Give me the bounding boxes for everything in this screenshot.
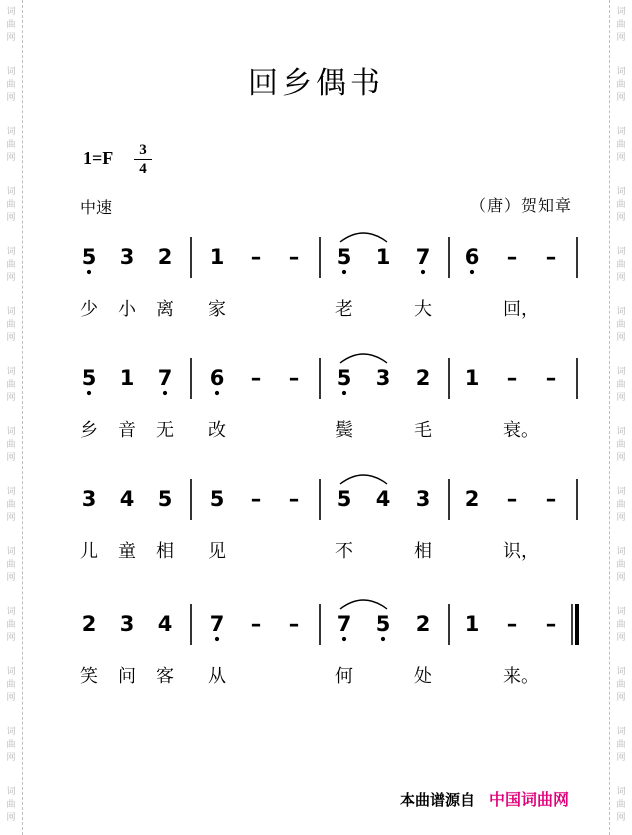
- lyric-char: 不: [335, 541, 353, 562]
- watermark-char: 网: [6, 93, 16, 103]
- watermark-char: 曲: [616, 620, 626, 630]
- dash-extension: –: [288, 612, 300, 636]
- watermark-char: 词: [6, 547, 16, 557]
- note: 6: [464, 245, 480, 269]
- lyric-char: 大: [414, 299, 432, 320]
- dash-extension: –: [545, 245, 557, 269]
- song-title: 回乡偶书: [248, 66, 384, 101]
- lyric-char: 见: [208, 541, 226, 562]
- lyric-char: 乡: [80, 420, 98, 441]
- watermark-char: 网: [6, 153, 16, 163]
- note: 5: [336, 245, 352, 269]
- note: 7: [157, 366, 173, 390]
- lyric-char: 毛: [414, 420, 432, 441]
- lyric-char: 小: [118, 299, 136, 320]
- watermark-char: 词: [616, 427, 626, 437]
- note: 5: [157, 487, 173, 511]
- watermark-char: 词: [616, 787, 626, 797]
- low-octave-dot: [87, 391, 91, 395]
- watermark-char: 曲: [616, 500, 626, 510]
- lyric-char: 家: [208, 299, 226, 320]
- watermark-char: 曲: [616, 800, 626, 810]
- lyric-char: 识，: [503, 541, 539, 562]
- dash-extension: –: [506, 245, 518, 269]
- dash-extension: –: [250, 487, 262, 511]
- watermark-char: 网: [616, 693, 626, 703]
- lyric-char: 相: [414, 541, 432, 562]
- note: 6: [209, 366, 225, 390]
- watermark-char: 曲: [616, 20, 626, 30]
- watermark-char: 网: [616, 633, 626, 643]
- lyric-char: 离: [156, 299, 174, 320]
- watermark-char: 曲: [616, 680, 626, 690]
- low-octave-dot: [215, 391, 219, 395]
- watermark-char: 词: [616, 7, 626, 17]
- watermark-char: 词: [6, 787, 16, 797]
- note: 3: [375, 366, 391, 390]
- lyric-char: 鬓: [335, 420, 353, 441]
- watermark-char: 曲: [6, 620, 16, 630]
- tempo-marking: 中速: [80, 198, 113, 217]
- watermark-char: 曲: [6, 560, 16, 570]
- dash-extension: –: [250, 366, 262, 390]
- watermark-char: 词: [6, 727, 16, 737]
- watermark-char: 词: [6, 667, 16, 677]
- watermark-char: 网: [616, 93, 626, 103]
- lyricist: （唐）贺知章: [469, 196, 572, 215]
- watermark-char: 曲: [616, 80, 626, 90]
- watermark-char: 词: [616, 487, 626, 497]
- lyric-char: 何: [335, 666, 353, 687]
- note: 1: [119, 366, 135, 390]
- watermark-char: 曲: [616, 320, 626, 330]
- note: 2: [81, 612, 97, 636]
- watermark-char: 网: [6, 633, 16, 643]
- slur: [340, 475, 387, 484]
- watermark-char: 网: [6, 273, 16, 283]
- dash-extension: –: [545, 366, 557, 390]
- note: 3: [81, 487, 97, 511]
- dash-extension: –: [288, 245, 300, 269]
- watermark-char: 曲: [616, 560, 626, 570]
- watermark-char: 词: [616, 67, 626, 77]
- watermark-char: 曲: [616, 740, 626, 750]
- lyric-char: 少: [80, 299, 98, 320]
- dash-extension: –: [250, 245, 262, 269]
- watermark-char: 词: [616, 607, 626, 617]
- watermark-char: 网: [616, 393, 626, 403]
- watermark-char: 词: [6, 487, 16, 497]
- watermark-char: 网: [616, 453, 626, 463]
- watermark-char: 网: [616, 573, 626, 583]
- lyric-char: 来。: [503, 666, 539, 687]
- lyric-char: 从: [208, 666, 226, 687]
- watermark-char: 词: [6, 307, 16, 317]
- note: 1: [464, 612, 480, 636]
- watermark-char: 网: [6, 753, 16, 763]
- watermark-char: 词: [616, 547, 626, 557]
- watermark-char: 网: [616, 813, 626, 823]
- dash-extension: –: [506, 487, 518, 511]
- watermark-char: 网: [616, 333, 626, 343]
- watermark-char: 网: [6, 693, 16, 703]
- low-octave-dot: [421, 270, 425, 274]
- note: 5: [375, 612, 391, 636]
- watermark-char: 曲: [616, 140, 626, 150]
- note: 5: [209, 487, 225, 511]
- note: 7: [209, 612, 225, 636]
- watermark-char: 词: [616, 187, 626, 197]
- watermark-char: 词: [616, 127, 626, 137]
- lyric-char: 回，: [503, 299, 539, 320]
- lyric-char: 相: [156, 541, 174, 562]
- watermark-char: 词: [616, 667, 626, 677]
- watermark-char: 曲: [6, 380, 16, 390]
- watermark-char: 曲: [616, 440, 626, 450]
- note: 5: [81, 366, 97, 390]
- dash-extension: –: [288, 487, 300, 511]
- watermark-char: 网: [6, 573, 16, 583]
- low-octave-dot: [87, 270, 91, 274]
- lyric-char: 问: [118, 666, 136, 687]
- note: 1: [464, 366, 480, 390]
- source-label: 本曲谱源自: [400, 791, 476, 809]
- note: 3: [415, 487, 431, 511]
- time-sig-top: 3: [139, 142, 147, 158]
- watermark-char: 网: [6, 393, 16, 403]
- watermark-char: 网: [616, 753, 626, 763]
- watermark-char: 网: [6, 213, 16, 223]
- lyric-char: 音: [118, 420, 136, 441]
- watermark-char: 词: [6, 427, 16, 437]
- watermark-char: 网: [616, 153, 626, 163]
- note: 2: [464, 487, 480, 511]
- lyric-char: 无: [156, 420, 174, 441]
- watermark-char: 网: [6, 813, 16, 823]
- lyric-char: 童: [118, 541, 136, 562]
- watermark-char: 曲: [6, 680, 16, 690]
- note: 1: [375, 245, 391, 269]
- dash-extension: –: [288, 366, 300, 390]
- watermark-char: 曲: [6, 260, 16, 270]
- source-site-link[interactable]: 中国词曲网: [489, 790, 570, 809]
- note: 4: [375, 487, 391, 511]
- watermark-char: 词: [6, 247, 16, 257]
- time-sig-bottom: 4: [139, 161, 147, 177]
- note: 4: [119, 487, 135, 511]
- note: 5: [81, 245, 97, 269]
- note: 3: [119, 245, 135, 269]
- watermark-char: 曲: [6, 20, 16, 30]
- watermark-char: 曲: [616, 200, 626, 210]
- watermark-char: 网: [6, 513, 16, 523]
- dash-extension: –: [506, 612, 518, 636]
- lyric-char: 儿: [80, 541, 98, 562]
- dash-extension: –: [506, 366, 518, 390]
- note: 5: [336, 366, 352, 390]
- watermark-char: 网: [6, 33, 16, 43]
- watermark-char: 词: [6, 187, 16, 197]
- watermark-char: 曲: [6, 800, 16, 810]
- watermark-char: 词: [6, 67, 16, 77]
- watermark-char: 曲: [6, 500, 16, 510]
- note: 2: [415, 366, 431, 390]
- dash-extension: –: [545, 487, 557, 511]
- note: 3: [119, 612, 135, 636]
- watermark-char: 曲: [616, 380, 626, 390]
- note: 7: [336, 612, 352, 636]
- dash-extension: –: [545, 612, 557, 636]
- watermark-char: 网: [616, 513, 626, 523]
- watermark-char: 曲: [616, 260, 626, 270]
- source-footer: [400, 787, 569, 810]
- low-octave-dot: [342, 637, 346, 641]
- lyric-char: 改: [208, 420, 226, 441]
- watermark-char: 曲: [6, 200, 16, 210]
- watermark-char: 词: [616, 247, 626, 257]
- lyric-char: 衰。: [503, 420, 539, 441]
- key-signature: 1=F: [83, 148, 114, 168]
- watermark-char: 词: [6, 367, 16, 377]
- note: 1: [209, 245, 225, 269]
- slur: [340, 233, 387, 242]
- lyric-char: 老: [335, 299, 353, 320]
- watermark-char: 词: [6, 127, 16, 137]
- lyric-char: 处: [414, 666, 432, 687]
- note: 4: [157, 612, 173, 636]
- watermark-char: 网: [616, 33, 626, 43]
- watermark-char: 词: [616, 307, 626, 317]
- slur: [340, 354, 387, 363]
- note: 7: [415, 245, 431, 269]
- slur: [340, 600, 387, 609]
- watermark-char: 网: [616, 273, 626, 283]
- watermark-char: 曲: [6, 80, 16, 90]
- low-octave-dot: [470, 270, 474, 274]
- low-octave-dot: [215, 637, 219, 641]
- low-octave-dot: [381, 637, 385, 641]
- watermark-char: 词: [616, 367, 626, 377]
- watermark-char: 词: [6, 607, 16, 617]
- lyric-char: 笑: [80, 666, 98, 687]
- watermark-char: 网: [6, 333, 16, 343]
- watermark-char: 曲: [6, 320, 16, 330]
- watermark-char: 词: [6, 7, 16, 17]
- lyric-char: 客: [156, 666, 174, 687]
- watermark-char: 曲: [6, 740, 16, 750]
- watermark-char: 曲: [6, 140, 16, 150]
- watermark-char: 网: [616, 213, 626, 223]
- low-octave-dot: [342, 270, 346, 274]
- note: 5: [336, 487, 352, 511]
- note: 2: [415, 612, 431, 636]
- watermark-char: 词: [616, 727, 626, 737]
- note: 2: [157, 245, 173, 269]
- watermark-char: 曲: [6, 440, 16, 450]
- low-octave-dot: [163, 391, 167, 395]
- dash-extension: –: [250, 612, 262, 636]
- watermark-char: 网: [6, 453, 16, 463]
- low-octave-dot: [342, 391, 346, 395]
